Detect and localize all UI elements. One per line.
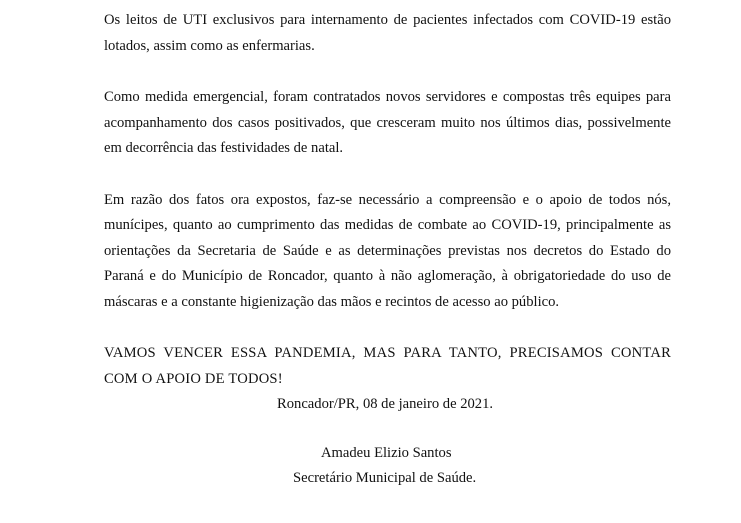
paragraph-cooperation-request <box>104 188 671 316</box>
paragraph-call-to-action <box>104 341 671 392</box>
text-line: Em razão dos fatos ora expostos, faz-se necessário a compreensão e o apoio de todos nós, <box>104 191 671 208</box>
text-line: lotados, assim como as enfermarias. <box>104 37 315 54</box>
signature-title: Secretário Municipal de Saúde. <box>293 470 477 486</box>
text-line: máscaras e a constante higienização das mãos e recintos de acesso ao público. <box>104 293 560 310</box>
paragraph-uti-beds <box>104 8 671 59</box>
date-line: Roncador/PR, 08 de janeiro de 2021. <box>277 396 494 412</box>
text-line: munícipes, quanto ao cumprimento das medidas de combate ao COVID-19, principalmente as <box>104 217 671 233</box>
text-line: Paraná e do Município de Roncador, quanto à não aglomeração, à obrigatoriedade do uso de <box>104 268 671 284</box>
text-line: Como medida emergencial, foram contratados novos servidores e compostas três equipes para <box>104 89 671 105</box>
text-line: VAMOS VENCER ESSA PANDEMIA, MAS PARA TANTO, PRECISAMOS CONTAR <box>104 345 671 361</box>
text-line: orientações da Secretaria de Saúde e as determinações previstas nos decretos do Estado do <box>104 242 671 259</box>
signature-name: Amadeu Elizio Santos <box>321 444 452 461</box>
paragraph-emergency-measures <box>104 85 671 162</box>
text-line: COM O APOIO DE TODOS! <box>104 370 283 387</box>
text-line: Os leitos de UTI exclusivos para internamento de pacientes infectados com COVID-19 estão <box>104 12 671 28</box>
text-line: acompanhamento dos casos positivados, que cresceram muito nos últimos dias, possivelmente <box>104 114 671 131</box>
text-line: em decorrência das festividades de natal. <box>104 140 344 156</box>
document-page <box>104 8 671 492</box>
